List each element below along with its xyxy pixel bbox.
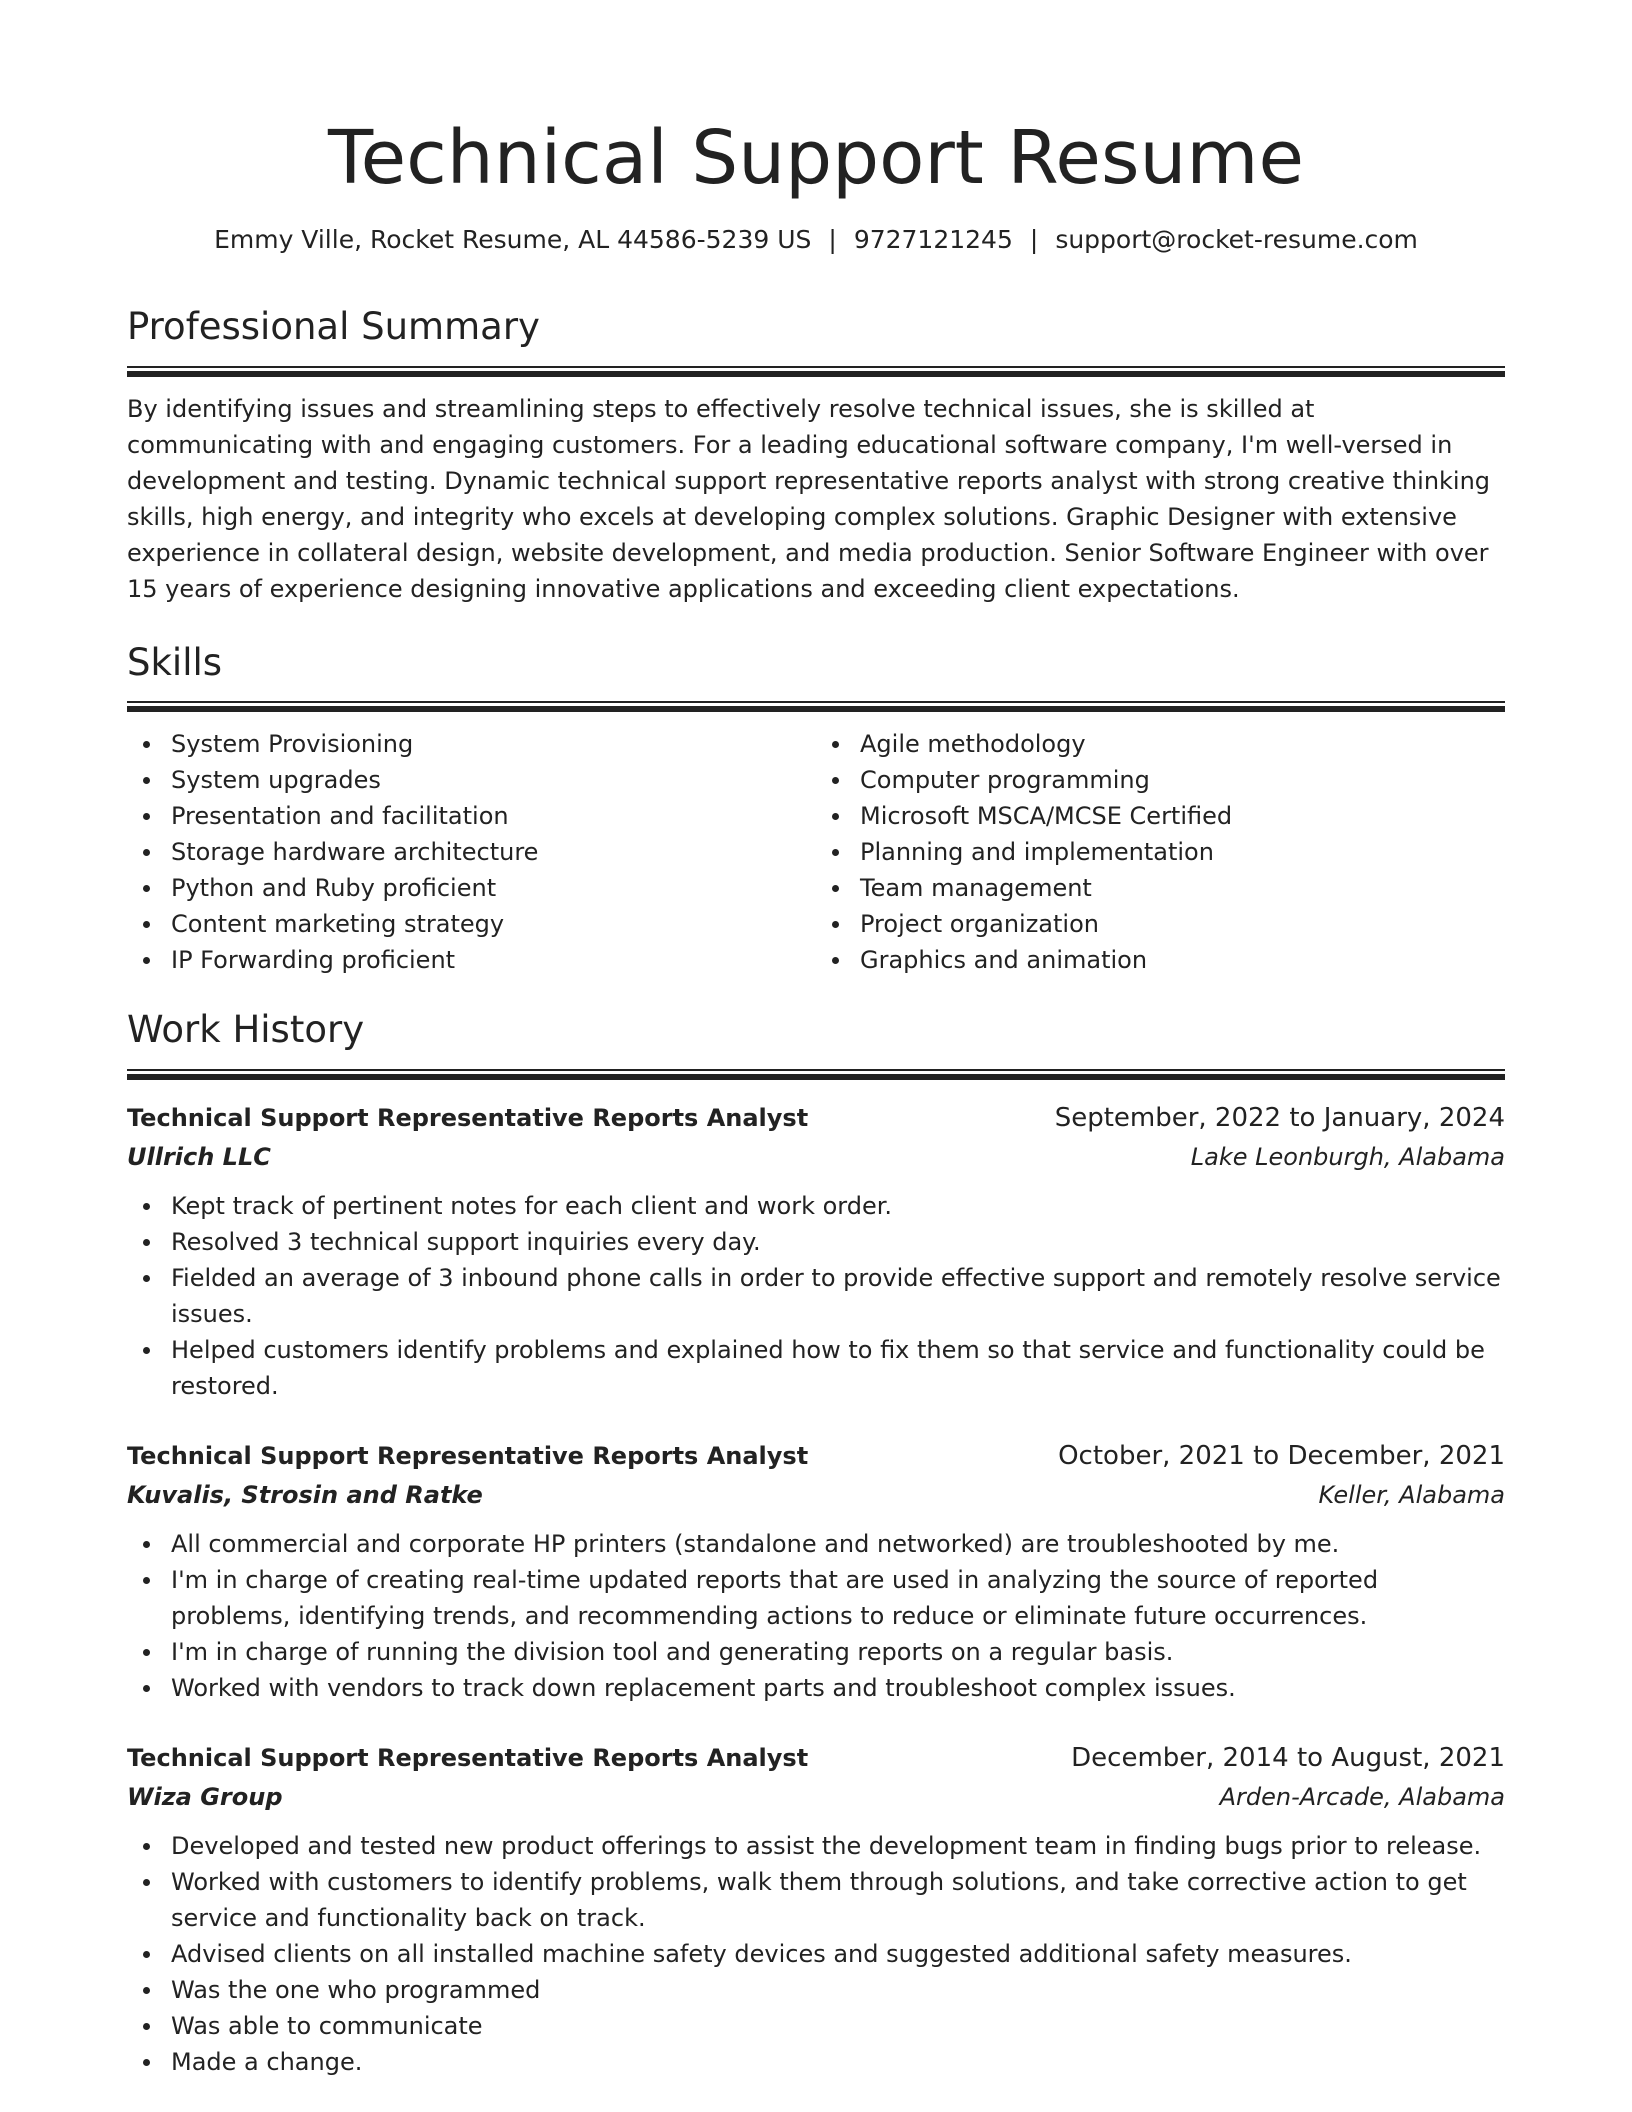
skill-item: Project organization bbox=[816, 906, 1505, 942]
job-duty: All commercial and corporate HP printers (standalone and networked) are troubleshooted by me. bbox=[127, 1526, 1505, 1562]
job-duty: Developed and tested new product offerings to assist the development team in finding bugs prior to release. bbox=[127, 1828, 1505, 1864]
professional-summary-section bbox=[127, 305, 1505, 606]
section-heading-skills: Skills bbox=[127, 640, 223, 684]
job-header-row bbox=[127, 1738, 1505, 1778]
job-title: Technical Support Representative Reports Analyst bbox=[127, 1103, 809, 1132]
job-header-row bbox=[127, 1436, 1505, 1476]
skill-item: Planning and implementation bbox=[816, 834, 1505, 870]
job-location: Keller, Alabama bbox=[1318, 1480, 1505, 1509]
job-company: Ullrich LLC bbox=[127, 1142, 271, 1171]
section-divider bbox=[127, 366, 1505, 377]
job-location: Lake Leonburgh, Alabama bbox=[1190, 1142, 1505, 1171]
job-company-row bbox=[127, 1476, 1505, 1514]
job-header-row bbox=[127, 1098, 1505, 1138]
contact-line bbox=[127, 225, 1505, 255]
job-entry bbox=[127, 1436, 1505, 1706]
skill-item: System upgrades bbox=[127, 762, 816, 798]
work-history-section bbox=[127, 1008, 1505, 2079]
skill-item: System Provisioning bbox=[127, 726, 816, 762]
skill-item: Content marketing strategy bbox=[127, 906, 816, 942]
job-dates: September, 2022 to January, 2024 bbox=[1054, 1102, 1505, 1133]
job-company: Kuvalis, Strosin and Ratke bbox=[127, 1480, 483, 1509]
summary-text: By identifying issues and streamlining steps to effectively resolve technical issues, she is skilled at communicating with and engaging customers. For a leading educational software company, I'm well-versed in development and testing. Dynamic technical support representative reports analyst with strong creative thinking skills, high energy, and integrity who excels at developing complex solutions. Graphic Designer with extensive experience in collateral design, website development, and media production. Senior Software Engineer with over 15 years of experience designing innovative applications and exceeding client expectations. bbox=[127, 394, 1491, 603]
skill-item: Microsoft MSCA/MCSE Certified bbox=[816, 798, 1505, 834]
job-duty: Made a change. bbox=[127, 2044, 1505, 2080]
skill-item: Computer programming bbox=[816, 762, 1505, 798]
skills-grid bbox=[127, 726, 1505, 978]
job-duty: Was able to communicate bbox=[127, 2008, 1505, 2044]
job-duty: Worked with vendors to track down replacement parts and troubleshoot complex issues. bbox=[127, 1670, 1505, 1706]
skills-section bbox=[127, 641, 1505, 978]
skill-item: Graphics and animation bbox=[816, 942, 1505, 978]
job-location: Arden-Arcade, Alabama bbox=[1219, 1782, 1505, 1811]
job-duties-list bbox=[127, 1526, 1505, 1706]
skill-item: IP Forwarding proficient bbox=[127, 942, 816, 978]
job-duty: Kept track of pertinent notes for each client and work order. bbox=[127, 1188, 1505, 1224]
resume-title: Technical Support Resume bbox=[327, 115, 1305, 201]
job-duty: Was the one who programmed bbox=[127, 1972, 1505, 2008]
job-duty: Resolved 3 technical support inquiries every day. bbox=[127, 1224, 1505, 1260]
job-company-row bbox=[127, 1778, 1505, 1816]
job-dates: October, 2021 to December, 2021 bbox=[1058, 1440, 1505, 1471]
job-duty: I'm in charge of creating real-time updated reports that are used in analyzing the source of reported problems, identifying trends, and recommending actions to reduce or eliminate future occurrences. bbox=[127, 1562, 1505, 1634]
job-title: Technical Support Representative Reports Analyst bbox=[127, 1441, 809, 1470]
job-entry bbox=[127, 1738, 1505, 2080]
skills-list-right bbox=[816, 726, 1505, 978]
job-duty: Helped customers identify problems and explained how to fix them so that service and functionality could be restored. bbox=[127, 1332, 1505, 1404]
section-divider bbox=[127, 1069, 1505, 1080]
contact-address: Emmy Ville, Rocket Resume, AL 44586-5239 US bbox=[214, 225, 812, 255]
skill-item: Python and Ruby proficient bbox=[127, 870, 816, 906]
job-dates: December, 2014 to August, 2021 bbox=[1071, 1742, 1505, 1773]
skill-item: Storage hardware architecture bbox=[127, 834, 816, 870]
contact-separator: | bbox=[1029, 225, 1039, 255]
job-duties-list bbox=[127, 1828, 1505, 2080]
section-divider bbox=[127, 701, 1505, 712]
contact-separator: | bbox=[828, 225, 837, 255]
job-entry bbox=[127, 1098, 1505, 1404]
skills-list-left bbox=[127, 726, 816, 978]
job-duties-list bbox=[127, 1188, 1505, 1404]
skill-item: Agile methodology bbox=[816, 726, 1505, 762]
contact-phone: 9727121245 bbox=[853, 225, 1013, 255]
contact-email: support@rocket-resume.com bbox=[1055, 225, 1418, 255]
job-duty: I'm in charge of running the division tool and generating reports on a regular basis. bbox=[127, 1634, 1505, 1670]
job-company: Wiza Group bbox=[127, 1782, 283, 1811]
skill-item: Team management bbox=[816, 870, 1505, 906]
section-heading-work-history: Work History bbox=[127, 1008, 365, 1052]
job-duty: Worked with customers to identify problems, walk them through solutions, and take corrective action to get service and functionality back on track. bbox=[127, 1864, 1505, 1936]
job-duty: Fielded an average of 3 inbound phone calls in order to provide effective support and remotely resolve service issues. bbox=[127, 1260, 1505, 1332]
job-company-row bbox=[127, 1138, 1505, 1176]
job-title: Technical Support Representative Reports Analyst bbox=[127, 1743, 809, 1772]
job-duty: Advised clients on all installed machine safety devices and suggested additional safety measures. bbox=[127, 1936, 1505, 1972]
skill-item: Presentation and facilitation bbox=[127, 798, 816, 834]
section-heading-professional-summary: Professional Summary bbox=[127, 305, 540, 349]
